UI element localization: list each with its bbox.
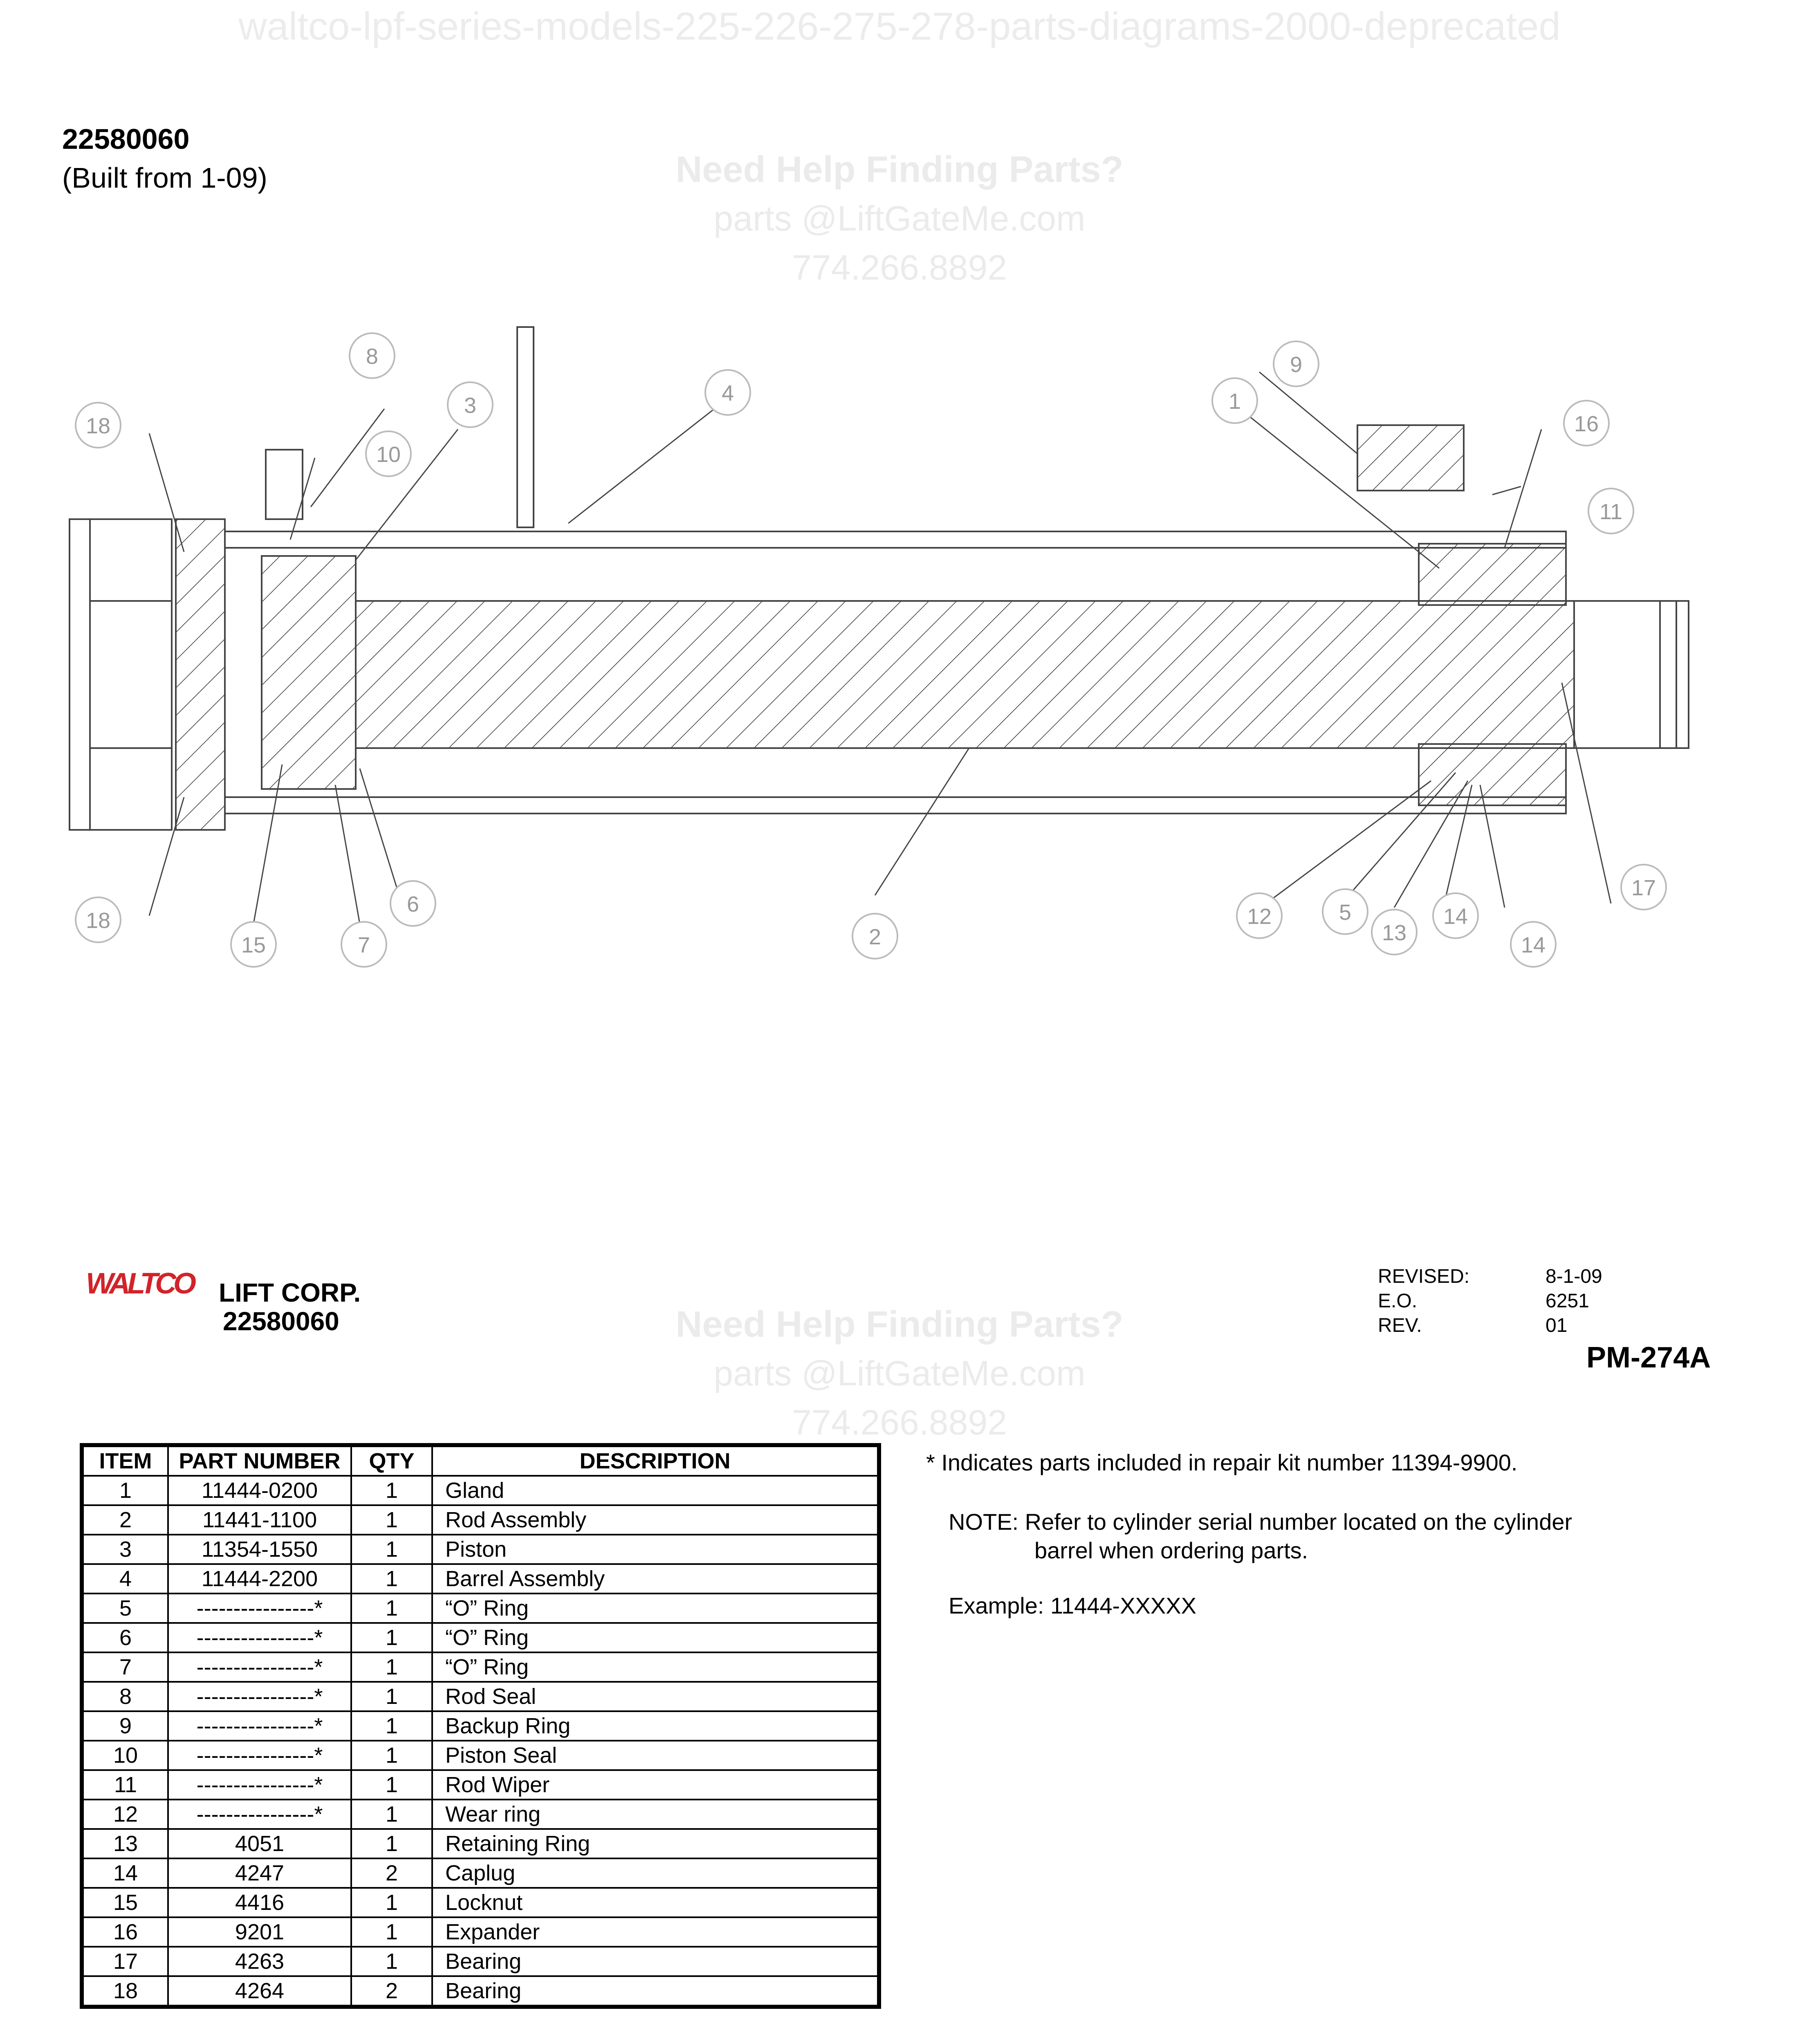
callout-11: [1588, 489, 1633, 533]
rev-label: REV.: [1378, 1315, 1422, 1336]
table-row: [82, 1564, 879, 1594]
cell-part-number: ----------------*: [168, 1652, 351, 1682]
cell-description: Gland: [432, 1476, 879, 1505]
svg-text:12: 12: [1247, 904, 1272, 929]
cell-item: 2: [82, 1505, 168, 1535]
cell-description: Barrel Assembly: [432, 1564, 879, 1594]
cell-qty: 1: [351, 1829, 432, 1858]
callout-7: [341, 922, 386, 967]
cell-item: 12: [82, 1800, 168, 1829]
table-header-row: [82, 1445, 879, 1476]
model-number: 22580060: [62, 123, 190, 155]
parts-table: [80, 1443, 881, 2009]
cell-part-number: 11354-1550: [168, 1535, 351, 1564]
cell-qty: 1: [351, 1535, 432, 1564]
svg-text:2: 2: [868, 925, 882, 949]
cell-qty: 1: [351, 1741, 432, 1770]
cell-qty: 1: [351, 1623, 432, 1652]
cell-item: 4: [82, 1564, 168, 1594]
svg-text:9: 9: [1290, 352, 1303, 377]
cell-item: 13: [82, 1829, 168, 1858]
col-part-number: PART NUMBER: [168, 1445, 351, 1476]
rev-value: 01: [1546, 1315, 1568, 1336]
cell-qty: 2: [351, 1976, 432, 2007]
callout-14-left: [350, 333, 395, 378]
cell-item: 10: [82, 1741, 168, 1770]
built-from-note: (Built from 1-09): [62, 162, 267, 194]
cell-part-number: ----------------*: [168, 1711, 351, 1741]
cell-part-number: ----------------*: [168, 1741, 351, 1770]
svg-text:16: 16: [1574, 412, 1599, 436]
callout-18-bottom: [76, 897, 121, 942]
cell-part-number: ----------------*: [168, 1623, 351, 1652]
table-row: [82, 1976, 879, 2007]
cell-part-number: 11441-1100: [168, 1505, 351, 1535]
table-row: [82, 1741, 879, 1770]
svg-text:13: 13: [1382, 921, 1407, 945]
cell-description: Piston Seal: [432, 1741, 879, 1770]
cell-item: 11: [82, 1770, 168, 1800]
callout-1: [1212, 378, 1257, 423]
serial-note-line1: NOTE: Refer to cylinder serial number located on the cylinder: [949, 1509, 1572, 1535]
cell-description: Backup Ring: [432, 1711, 879, 1741]
table-row: [82, 1652, 879, 1682]
callout-10: [366, 431, 411, 476]
cell-description: “O” Ring: [432, 1623, 879, 1652]
cell-description: Rod Wiper: [432, 1770, 879, 1800]
cell-part-number: 4264: [168, 1976, 351, 2007]
cell-description: Bearing: [432, 1976, 879, 2007]
cell-qty: 1: [351, 1564, 432, 1594]
cell-item: 14: [82, 1858, 168, 1888]
table-row: [82, 1623, 879, 1652]
cell-part-number: 4247: [168, 1858, 351, 1888]
callout-13: [1511, 922, 1556, 967]
revised-value: 8-1-09: [1546, 1266, 1602, 1287]
footer-model-number: 22580060: [223, 1307, 339, 1336]
cell-part-number: ----------------*: [168, 1800, 351, 1829]
cell-description: Rod Assembly: [432, 1505, 879, 1535]
callout-14-right: [1274, 341, 1319, 386]
cell-qty: 1: [351, 1711, 432, 1741]
cell-part-number: 9201: [168, 1917, 351, 1947]
svg-text:14: 14: [1521, 933, 1546, 957]
callout-12: [1237, 893, 1282, 938]
cell-item: 6: [82, 1623, 168, 1652]
svg-text:1: 1: [1228, 389, 1241, 414]
callout-2: [852, 914, 897, 959]
waltco-logo: [86, 1267, 200, 1300]
table-row: [82, 1594, 879, 1623]
table-row: [82, 1829, 879, 1858]
cell-description: Rod Seal: [432, 1682, 879, 1711]
cell-qty: 2: [351, 1858, 432, 1888]
help-phone-2: 774.266.8892: [792, 1403, 1007, 1442]
cell-item: 18: [82, 1976, 168, 2007]
svg-text:3: 3: [464, 393, 477, 418]
cell-qty: 1: [351, 1505, 432, 1535]
help-watermark-top: [491, 145, 1308, 292]
svg-text:11: 11: [1599, 500, 1623, 524]
svg-text:8: 8: [366, 344, 379, 369]
cell-qty: 1: [351, 1888, 432, 1917]
callout-6: [390, 881, 435, 926]
svg-text:18: 18: [85, 414, 111, 438]
eo-value: 6251: [1546, 1290, 1589, 1312]
svg-text:14: 14: [1443, 904, 1468, 929]
table-row: [82, 1476, 879, 1505]
callout-9: [1372, 910, 1417, 955]
cell-item: 7: [82, 1652, 168, 1682]
serial-note-line2: barrel when ordering parts.: [1034, 1537, 1308, 1563]
parts-table-body: [82, 1476, 879, 2007]
table-row: [82, 1535, 879, 1564]
cell-qty: 1: [351, 1652, 432, 1682]
help-watermark-bottom: [491, 1300, 1308, 1447]
cell-qty: 1: [351, 1594, 432, 1623]
cell-part-number: 4263: [168, 1947, 351, 1976]
cell-description: Locknut: [432, 1888, 879, 1917]
cell-qty: 1: [351, 1770, 432, 1800]
cell-part-number: 11444-0200: [168, 1476, 351, 1505]
table-row: [82, 1888, 879, 1917]
help-phone: 774.266.8892: [792, 248, 1007, 287]
revised-label: REVISED:: [1378, 1266, 1470, 1287]
table-row: [82, 1711, 879, 1741]
svg-text:WALTCO: WALTCO: [86, 1267, 196, 1300]
callout-17: [1621, 865, 1666, 910]
cell-description: Piston: [432, 1535, 879, 1564]
example-note: Example: 11444-XXXXX: [949, 1593, 1196, 1618]
cell-description: Bearing: [432, 1947, 879, 1976]
cell-description: Wear ring: [432, 1800, 879, 1829]
cell-item: 15: [82, 1888, 168, 1917]
help-title: Need Help Finding Parts?: [675, 149, 1124, 190]
top-watermark: waltco-lpf-series-models-225-226-275-278-parts-diagrams-2000-deprecated: [238, 4, 1561, 48]
table-row: [82, 1858, 879, 1888]
cell-qty: 1: [351, 1682, 432, 1711]
table-row: [82, 1917, 879, 1947]
callout-16: [1564, 401, 1609, 446]
col-qty: QTY: [351, 1445, 432, 1476]
table-row: [82, 1770, 879, 1800]
table-row: [82, 1505, 879, 1535]
help-email-2: parts @LiftGateMe.com: [713, 1354, 1086, 1393]
cell-qty: 1: [351, 1476, 432, 1505]
svg-text:10: 10: [376, 442, 401, 467]
cell-item: 9: [82, 1711, 168, 1741]
cell-qty: 1: [351, 1947, 432, 1976]
cell-description: Expander: [432, 1917, 879, 1947]
callout-3: [448, 382, 493, 427]
svg-text:15: 15: [241, 933, 266, 957]
cell-item: 5: [82, 1594, 168, 1623]
help-email: parts @LiftGateMe.com: [713, 199, 1086, 238]
cell-item: 8: [82, 1682, 168, 1711]
callout-5: [1323, 889, 1368, 934]
cell-qty: 1: [351, 1800, 432, 1829]
table-row: [82, 1682, 879, 1711]
callout-15: [231, 922, 276, 967]
cell-part-number: 11444-2200: [168, 1564, 351, 1594]
svg-text:17: 17: [1631, 876, 1656, 900]
table-row: [82, 1947, 879, 1976]
cell-description: “O” Ring: [432, 1652, 879, 1682]
svg-text:4: 4: [721, 381, 734, 406]
cell-qty: 1: [351, 1917, 432, 1947]
cell-description: Caplug: [432, 1858, 879, 1888]
callout-18-top: [76, 403, 121, 448]
col-item: ITEM: [82, 1445, 168, 1476]
eo-label: E.O.: [1378, 1290, 1418, 1312]
callout-4: [705, 370, 750, 415]
col-description: DESCRIPTION: [432, 1445, 879, 1476]
svg-text:5: 5: [1339, 900, 1352, 925]
cell-part-number: ----------------*: [168, 1682, 351, 1711]
cell-item: 1: [82, 1476, 168, 1505]
svg-text:18: 18: [85, 908, 111, 933]
cell-item: 16: [82, 1917, 168, 1947]
cell-item: 3: [82, 1535, 168, 1564]
help-title-2: Need Help Finding Parts?: [675, 1304, 1124, 1345]
callout-8: [1433, 893, 1478, 938]
cell-part-number: 4051: [168, 1829, 351, 1858]
cell-description: “O” Ring: [432, 1594, 879, 1623]
company-name: LIFT CORP.: [219, 1278, 361, 1307]
cell-item: 17: [82, 1947, 168, 1976]
svg-text:7: 7: [357, 933, 370, 957]
cell-description: Retaining Ring: [432, 1829, 879, 1858]
svg-text:6: 6: [406, 892, 419, 917]
cell-part-number: 4416: [168, 1888, 351, 1917]
drawing-number: PM-274A: [1586, 1341, 1711, 1374]
cell-part-number: ----------------*: [168, 1770, 351, 1800]
cell-part-number: ----------------*: [168, 1594, 351, 1623]
table-row: [82, 1800, 879, 1829]
repair-kit-note: * Indicates parts included in repair kit number 11394-9900.: [926, 1450, 1518, 1475]
cylinder-diagram: [49, 315, 1750, 993]
